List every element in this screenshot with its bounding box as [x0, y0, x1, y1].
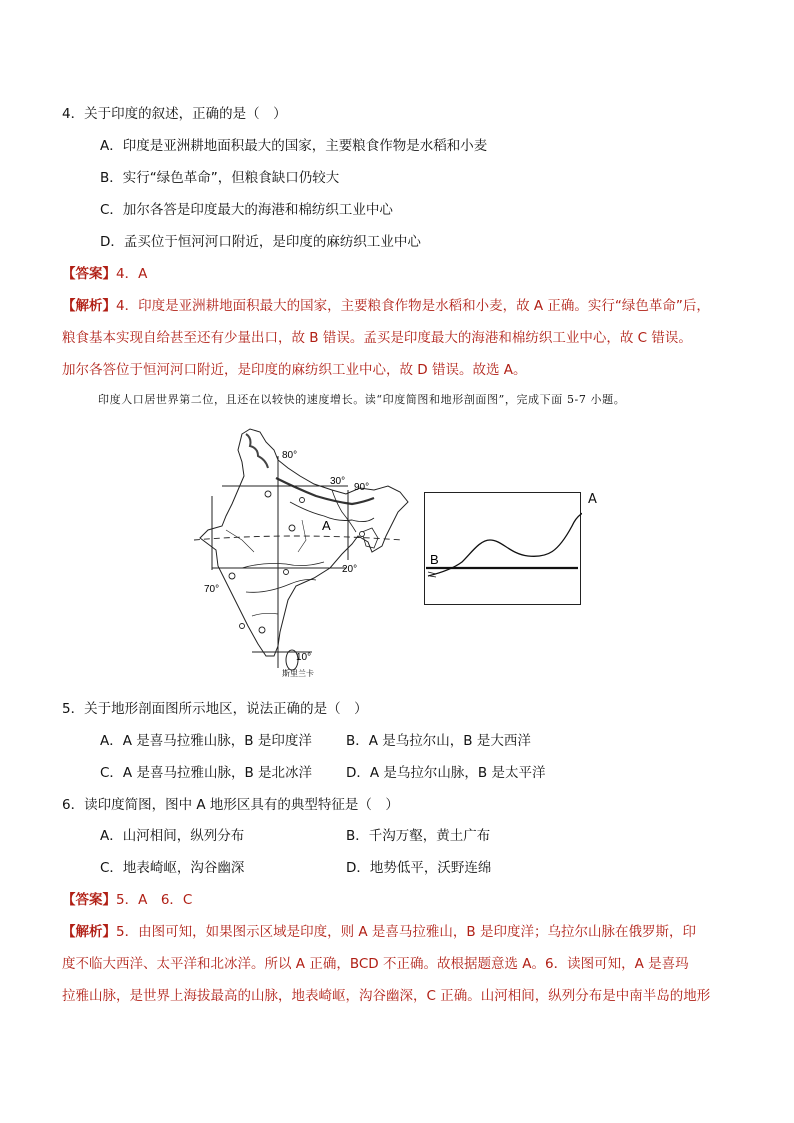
- answer-tag: 【答案】: [62, 266, 116, 282]
- q4-option-c: C．加尔各答是印度最大的海港和棉纺织工业中心: [100, 202, 393, 218]
- q6-option-b: B．千沟万壑，黄土广布: [346, 828, 491, 844]
- india-map: [182, 420, 418, 682]
- answer-text: 4．A: [116, 266, 148, 282]
- answer-tag: 【答案】: [62, 892, 116, 908]
- label-lat30: 30°: [330, 476, 346, 487]
- label-region-a: A: [322, 518, 331, 533]
- label-srilanka: 斯里兰卡: [282, 669, 314, 678]
- city-dot: [265, 491, 271, 497]
- city-dot: [284, 570, 289, 575]
- explain-tag: 【解析】: [62, 298, 116, 314]
- q6-option-a: A．山河相间，纵列分布: [100, 828, 245, 844]
- q4-answer: [62, 262, 147, 282]
- label-lat20: 20°: [342, 564, 358, 575]
- profile-label-b: B: [430, 552, 439, 567]
- city-dot: [360, 532, 365, 537]
- city-dot: [240, 624, 245, 629]
- explain-text: 5．由图可知，如果图示区域是印度，则 A 是喜马拉雅山，B 是印度洋；乌拉尔山脉在俄罗斯，印: [116, 924, 696, 940]
- profile-frame: [425, 493, 581, 605]
- q6-option-d: D．地势低平，沃野连绵: [346, 860, 492, 876]
- city-dot: [300, 498, 305, 503]
- q6-stem: 6．读印度简图，图中 A 地形区具有的典型特征是（ ）: [62, 797, 399, 813]
- q5-stem: 5．关于地形剖面图所示地区，说法正确的是（ ）: [62, 701, 368, 717]
- answer-text: 5．A 6．C: [116, 892, 193, 908]
- q5-option-d: D．A 是乌拉尔山脉，B 是太平洋: [346, 765, 546, 781]
- city-dot: [229, 573, 235, 579]
- q4-explain-line-3: 加尔各答位于恒河河口附近，是印度的麻纺织工业中心，故 D 错误。故选 A。: [62, 362, 527, 378]
- label-lon80: 80°: [282, 450, 298, 461]
- tropic-line: [194, 536, 402, 540]
- q4-option-a: A．印度是亚洲耕地面积最大的国家，主要粮食作物是水稻和小麦: [100, 138, 488, 154]
- q56-explain-line-2: 度不临大西洋、太平洋和北冰洋。所以 A 正确，BCD 不正确。故根据题意选 A。6．读图可知，A 是喜玛: [62, 956, 689, 972]
- q56-answer: [62, 888, 192, 908]
- q4-stem: 4．关于印度的叙述，正确的是（ ）: [62, 106, 287, 122]
- profile-peak-label: A: [588, 492, 597, 507]
- city-dot: [289, 525, 295, 531]
- explain-tag: 【解析】: [62, 924, 116, 940]
- city-dot: [259, 627, 265, 633]
- q5-option-a: A．A 是喜马拉雅山脉，B 是印度洋: [100, 733, 312, 749]
- explain-text: 4．印度是亚洲耕地面积最大的国家，主要粮食作物是水稻和小麦，故 A 正确。实行“绿色革命”后，: [116, 298, 710, 314]
- label-lon70: 70°: [204, 584, 220, 595]
- label-lat10: 10°: [296, 652, 312, 663]
- q4-explain-line-1: [62, 294, 710, 314]
- terrain-profile: [424, 492, 582, 606]
- q4-option-d: D．孟买位于恒河河口附近，是印度的麻纺织工业中心: [100, 234, 421, 250]
- q4-option-b: B．实行“绿色革命”，但粮食缺口仍较大: [100, 170, 340, 186]
- q6-option-c: C．地表崎岖，沟谷幽深: [100, 860, 245, 876]
- q4-explain-line-2: 粮食基本实现自给甚至还有少量出口，故 B 错误。孟买是印度最大的海港和棉纺织工业中心，故 C 错误。: [62, 330, 692, 346]
- label-lon90: 90°: [354, 482, 370, 493]
- material-intro: 印度人口居世界第二位，且还在以较快的速度增长。读“印度简图和地形剖面图”，完成下面 5-7 小题。: [98, 393, 626, 406]
- q56-explain-line-1: [62, 920, 696, 940]
- q5-option-b: B．A 是乌拉尔山，B 是大西洋: [346, 733, 531, 749]
- q56-explain-line-3: 拉雅山脉，是世界上海拔最高的山脉，地表崎岖，沟谷幽深，C 正确。山河相间，纵列分布是中南半岛的地形: [62, 988, 711, 1004]
- q5-option-c: C．A 是喜马拉雅山脉，B 是北冰洋: [100, 765, 313, 781]
